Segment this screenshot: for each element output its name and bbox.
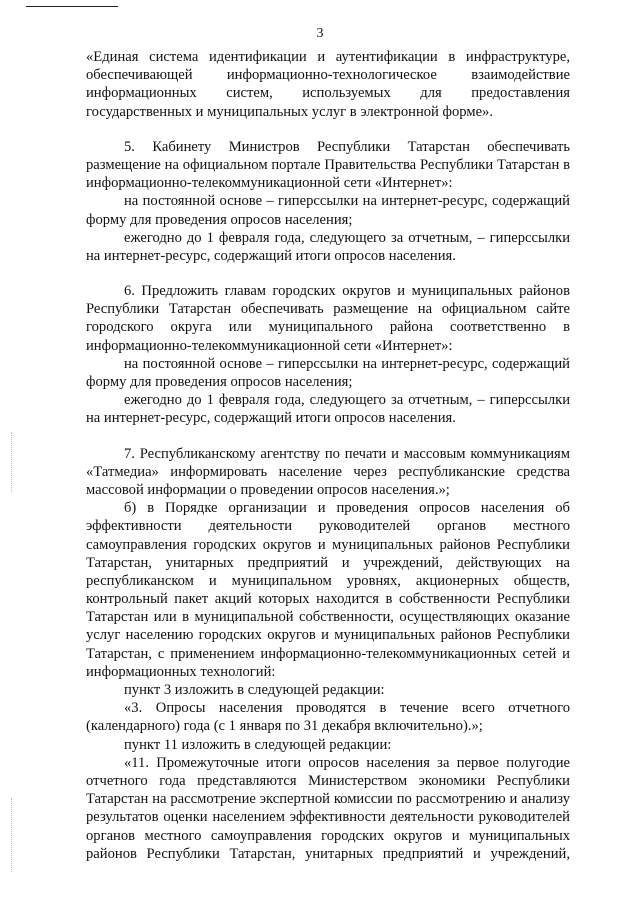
text-line: результатов оценки населением эффективности деятельности руководителей [86, 809, 570, 826]
text-line: «Татмедиа» информировать население через республиканские средства [86, 463, 570, 480]
text-line: информационно-телекоммуникационной сети «Интернет»: [86, 337, 453, 354]
text-line: (календарного) года (с 1 января по 31 декабря включительно).»; [86, 718, 483, 735]
text-line: на постоянной основе – гиперссылки на интернет-ресурс, содержащий [124, 355, 570, 372]
text-line: республиканском и муниципальном уровнях, акционерных обществ, [86, 572, 570, 589]
paragraph-gap [86, 121, 570, 138]
text-line: эффективности деятельности руководителей органов местного [86, 518, 570, 535]
paragraph-gap [86, 428, 570, 445]
text-line: информационных систем, используемых для предоставления [86, 85, 570, 102]
header-rule [26, 6, 118, 7]
text-line: информационных технологий: [86, 663, 276, 680]
text-line: 7. Республиканскому агентству по печати и массовым коммуникациям [124, 445, 570, 462]
text-line: обеспечивающей информационно-технологическое взаимодействие [86, 67, 570, 84]
text-line: размещение на официальном портале Правительства Республики Татарстан в [86, 156, 570, 173]
text-line: ежегодно до 1 февраля года, следующего за отчетным, – гиперссылки [124, 229, 570, 246]
text-line: Татарстан, унитарных предприятий и учреждений, действующих на [86, 554, 570, 571]
margin-marks [11, 432, 14, 492]
text-line: услуг населению городских округов и муниципальных районов Республики [86, 627, 570, 644]
text-line: органов местного самоуправления городских округов и муниципальных [86, 827, 570, 844]
text-line: Татарстан или в муниципальной собственности, осуществляющих оказание [86, 609, 570, 626]
text-line: самоуправления городских округов и муниципальных районов Республики [86, 536, 570, 553]
text-line: районов Республики Татарстан, унитарных предприятий и учреждений, [86, 845, 570, 862]
text-line: форму для проведения опросов населения; [86, 211, 353, 228]
text-line: 6. Предложить главам городских округов и муниципальных районов [124, 283, 570, 300]
text-line: Республики Татарстан обеспечивать размещение на официальном сайте [86, 301, 570, 318]
page-number: 3 [316, 26, 324, 41]
text-line: отчетного года представляются Министерством экономики Республики [86, 772, 570, 789]
text-line: форму для проведения опросов населения; [86, 374, 353, 390]
text-line: пункт 3 изложить в следующей редакции: [124, 682, 385, 698]
text-line: государственных и муниципальных услуг в электронной форме». [86, 103, 493, 120]
text-line: пункт 11 изложить в следующей редакции: [124, 736, 392, 753]
margin-marks [11, 798, 14, 872]
text-line: информационно-телекоммуникационной сети «Интернет»: [86, 175, 453, 192]
text-line: контрольный пакет акций которых находится в собственности Республики [86, 591, 570, 608]
text-line: городского округа или муниципального района соответственно в [86, 319, 570, 336]
text-line: 5. Кабинету Министров Республики Татарстан обеспечивать [124, 138, 570, 155]
document-body [86, 48, 570, 863]
text-line: массовой информации о проведении опросов населения.»; [86, 481, 450, 498]
text-line: ежегодно до 1 февраля года, следующего за отчетным, – гиперссылки [124, 392, 570, 409]
text-line: на постоянной основе – гиперссылки на интернет-ресурс, содержащий [124, 193, 570, 210]
text-line: б) в Порядке организации и проведения опросов населения об [124, 500, 570, 517]
text-line: «3. Опросы населения проводятся в течение всего отчетного [124, 700, 570, 717]
text-line: Татарстан, с применением информационно-телекоммуникационных сетей и [86, 645, 570, 662]
text-line: на интернет-ресурс, содержащий итоги опросов населения. [86, 247, 456, 264]
text-line: «Единая система идентификации и аутентификации в инфраструктуре, [86, 49, 570, 65]
paragraph-gap [86, 265, 570, 282]
text-line: Татарстан на рассмотрение экспертной комиссии по рассмотрению и анализу [86, 791, 570, 808]
text-line: «11. Промежуточные итоги опросов населения за первое полугодие [124, 754, 570, 771]
text-line: на интернет-ресурс, содержащий итоги опросов населения. [86, 410, 456, 427]
